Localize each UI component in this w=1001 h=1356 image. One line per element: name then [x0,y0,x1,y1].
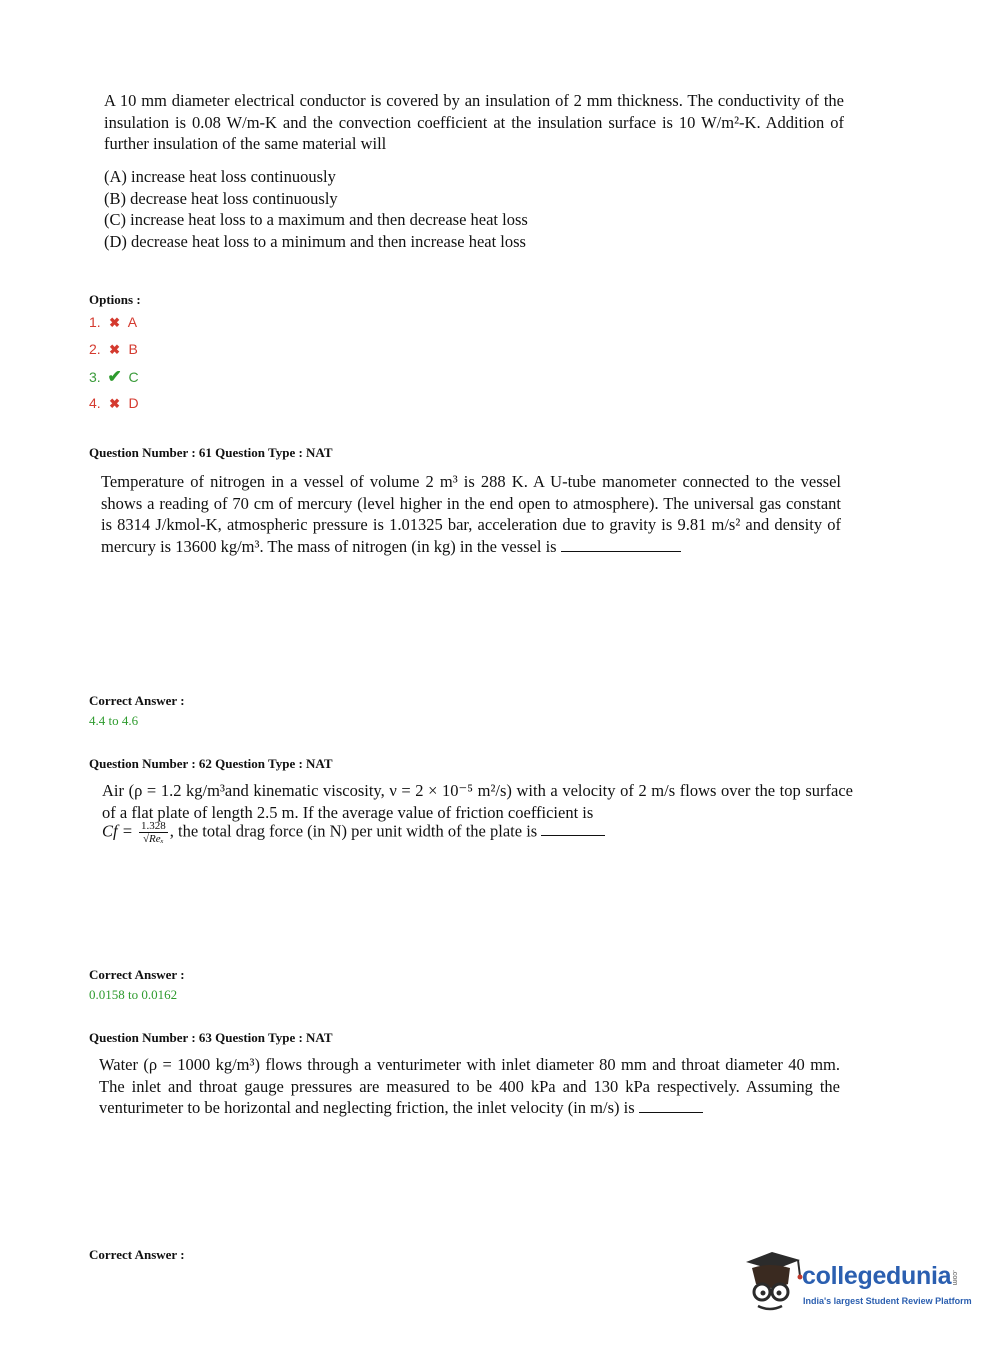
logo-suffix: .com [951,1269,959,1285]
q63-text [99,1054,840,1119]
friction-fraction [139,820,168,845]
q62-answer-label: Correct Answer : [89,967,185,982]
wrong-icon: ✖ [109,342,121,357]
answer-blank [639,1098,703,1113]
option-letter: B [128,341,138,357]
mascot-icon [742,1248,804,1318]
option-number: 4. [89,395,101,411]
q61-text [101,471,841,557]
options-label: Options : [89,292,141,307]
wrong-icon: ✖ [109,396,121,411]
q60-text: A 10 mm diameter electrical conductor is covered by an insulation of 2 mm thickness. The conductivity of the insulation is 0.08 W/m-K and the convection coefficient at the insulation surface is 10 W/m²-K. Addition of further insulation of the same material will [104,91,844,153]
option-3 [89,363,139,390]
q60-choices [104,166,704,252]
q62-tail: , the total drag force (in N) per unit width of the plate is [169,821,538,841]
collegedunia-logo [742,1248,972,1318]
options-list [89,309,139,417]
q60-choice-d: (D) decrease heat loss to a minimum and then increase heat loss [104,231,526,251]
q60-choice-c: (C) increase heat loss to a maximum and then decrease heat loss [104,210,528,229]
q63-question: Water (ρ = 1000 kg/m³) flows through a venturimeter with inlet diameter 80 mm and throat diameter 40 mm. The inlet and throat gauge pressures are measured to be 400 kPa and 130 kPa respectively. Assuming the venturimeter to be horizontal and neglecting friction, the inlet velocity (in m/s) is [99,1055,840,1117]
q61-header: Question Number : 61 Question Type : NAT [89,445,333,460]
option-number: 2. [89,341,101,357]
q62-text: Air (ρ = 1.2 kg/m³and kinematic viscosity, ν = 2 × 10⁻⁵ m²/s) with a velocity of 2 m/s flows over the top surface of a flat plate of length 2.5 m. If the average value of friction coefficient is [102,781,853,822]
answer-blank [561,537,681,552]
option-4 [89,390,139,417]
cf-symbol: Cf = [102,821,133,841]
option-1 [89,309,139,336]
q60-choice-a: (A) increase heat loss continuously [104,167,336,186]
logo-name: collegedunia [802,1262,952,1290]
option-number: 3. [89,369,101,385]
option-number: 1. [89,314,101,330]
correct-check-icon: ✔ [107,367,122,386]
option-letter: A [127,314,138,330]
q61-question: Temperature of nitrogen in a vessel of volume 2 m³ is 288 K. A U-tube manometer connected to the vessel shows a reading of 70 cm of mercury (level higher in the end open to atmosphere). The universal gas constant is 8314 J/kmol-K, atmospheric pressure is 1.01325 bar, acceleration due to gravity is 9.81 m/s² and density of mercury is 13600 kg/m³. The mass of nitrogen (in kg) in the vessel is [101,472,841,556]
logo-tagline: India's largest Student Review Platform [803,1296,972,1306]
q61-answer-label: Correct Answer : [89,693,185,708]
q63-answer-label: Correct Answer : [89,1247,185,1262]
q61-answer: 4.4 to 4.6 [89,713,139,728]
option-2 [89,336,139,363]
q62-answer: 0.0158 to 0.0162 [89,987,178,1002]
q63-header: Question Number : 63 Question Type : NAT [89,1030,333,1045]
q62-formula-line [102,820,853,845]
fraction-numerator: 1.328 [140,820,166,832]
answer-blank [541,821,605,836]
fraction-denominator: √Reₓ [142,833,164,845]
option-letter: C [128,369,139,385]
q60-choice-b: (B) decrease heat loss continuously [104,188,338,208]
option-letter: D [128,395,139,411]
wrong-icon: ✖ [109,315,121,330]
q62-header: Question Number : 62 Question Type : NAT [89,756,333,771]
